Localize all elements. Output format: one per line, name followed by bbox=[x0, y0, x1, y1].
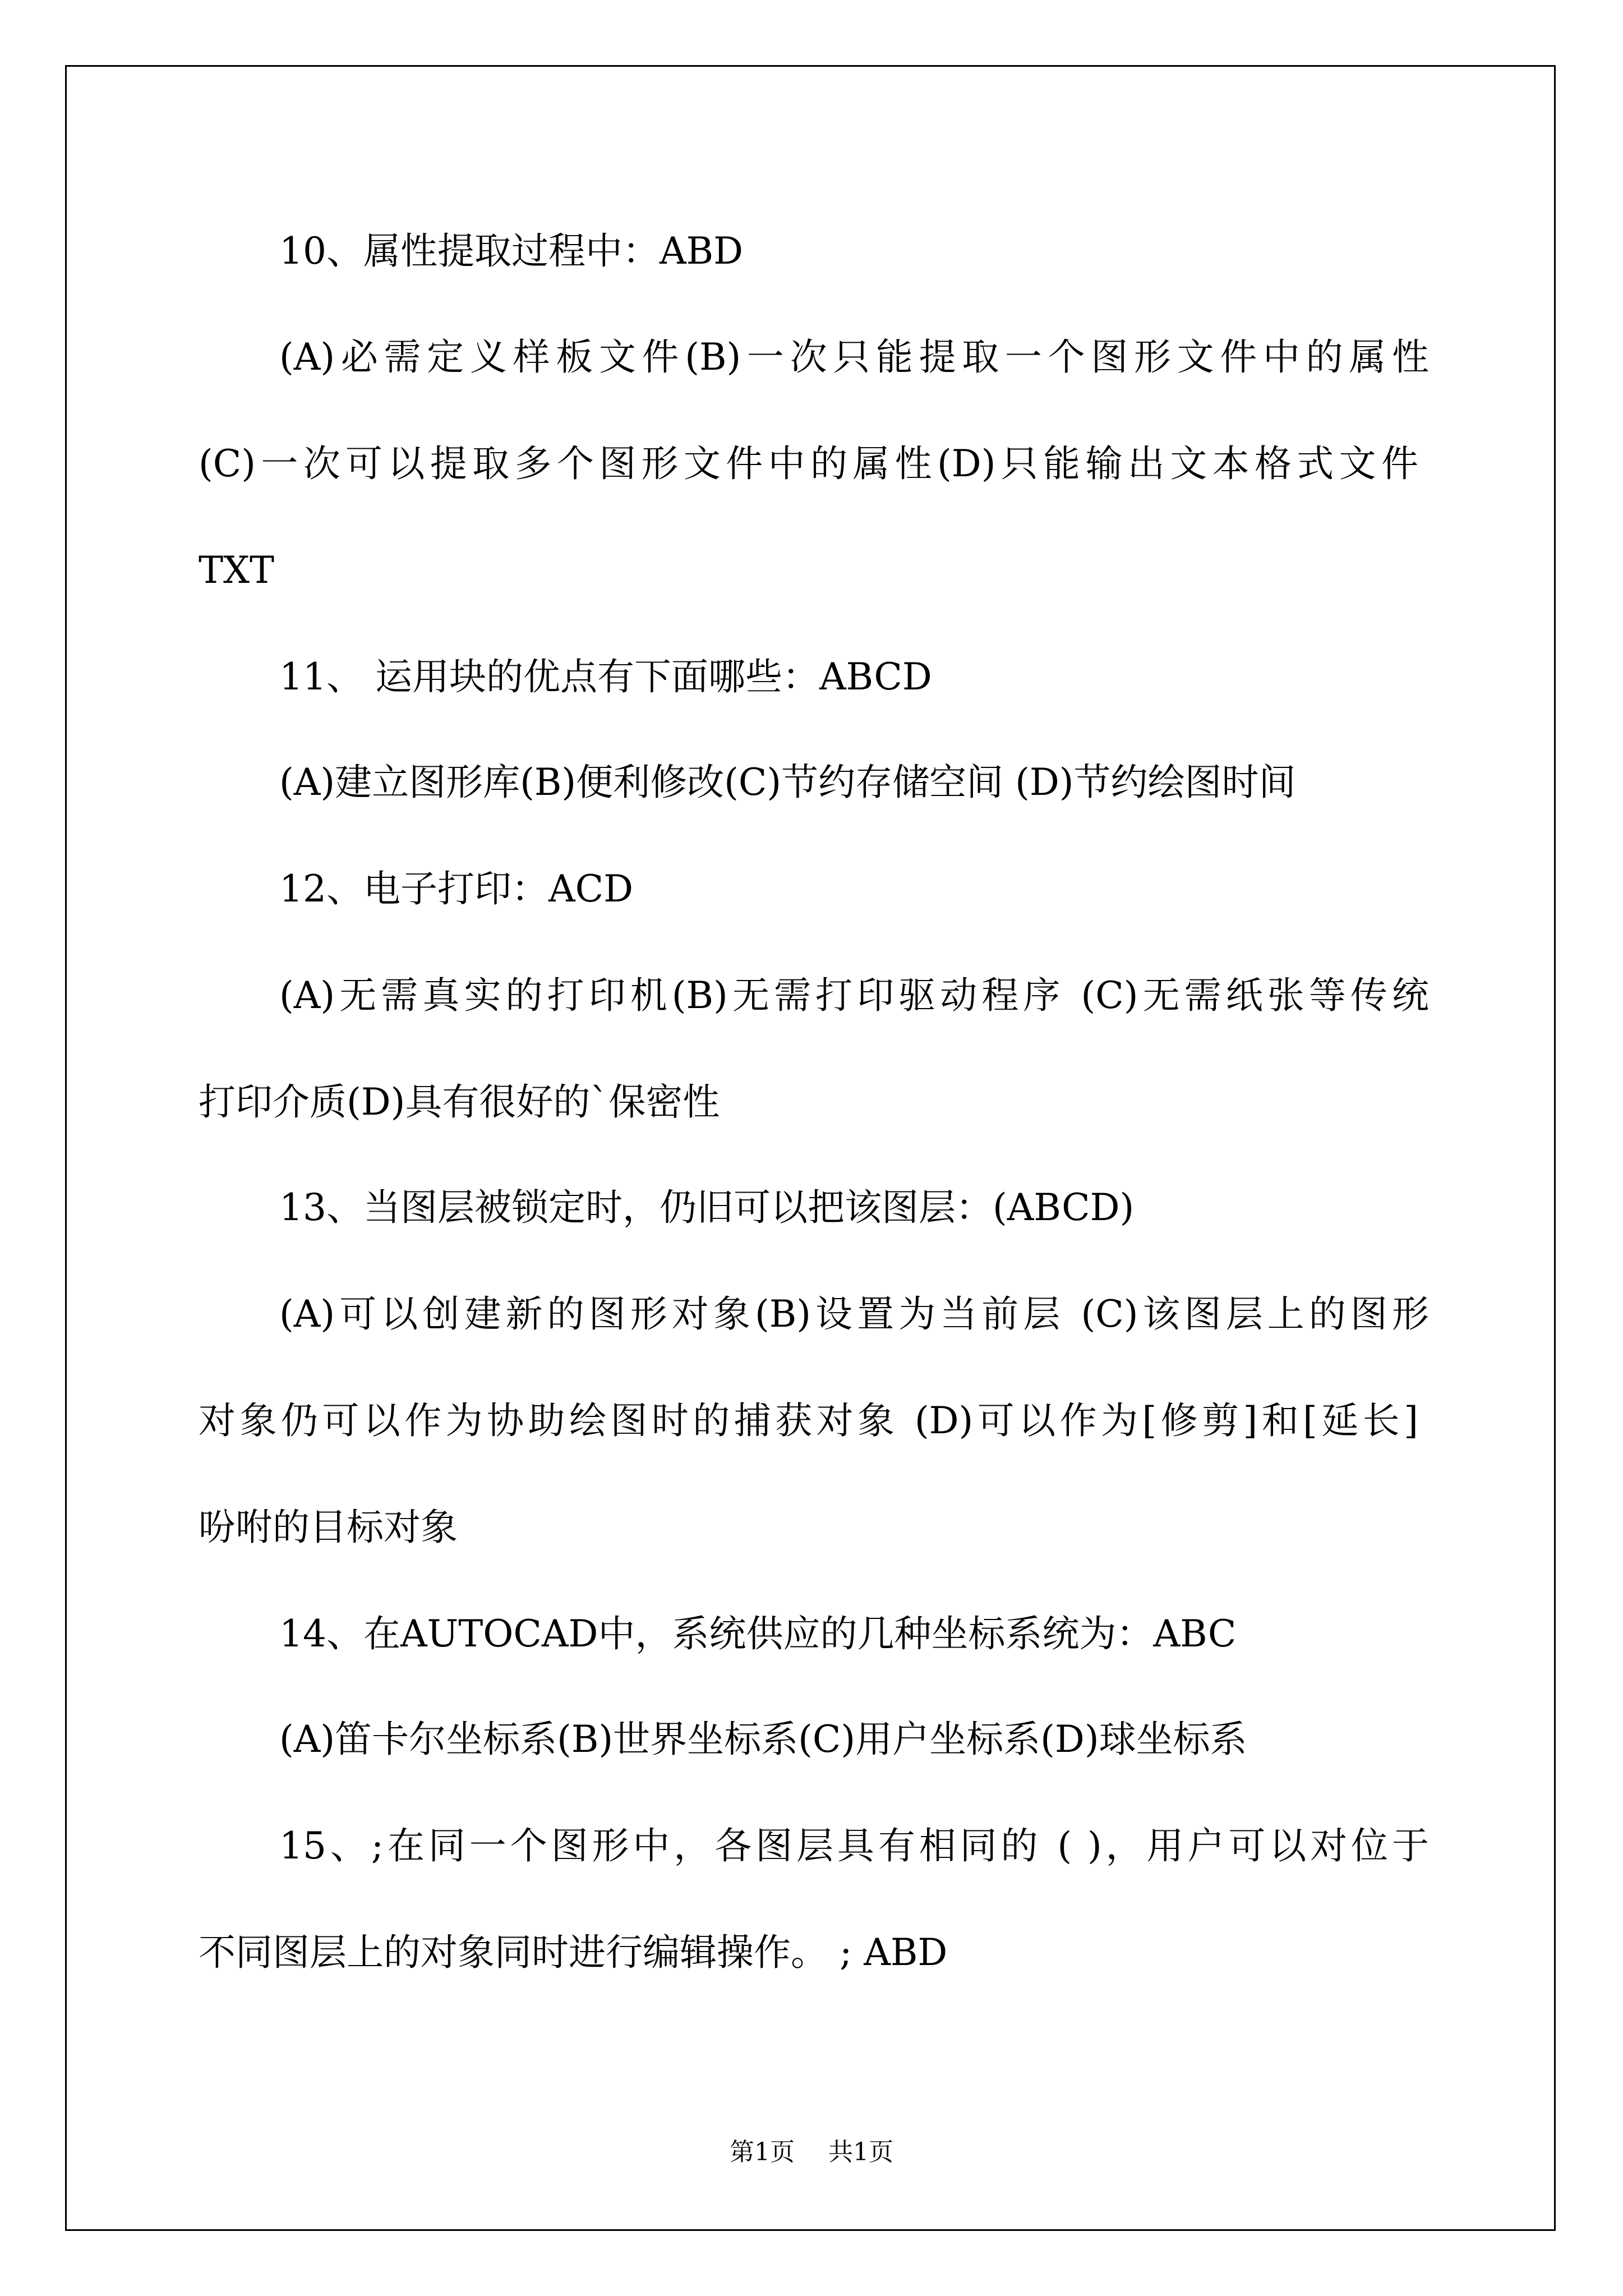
question-15-title-line-1: 15、;在同一个图形中，各图层具有相同的 ( )，用户可以对位于 bbox=[279, 1824, 1429, 1867]
question-10-options-line-1: (A)必需定义样板文件(B)一次只能提取一个图形文件中的属性 bbox=[279, 335, 1429, 379]
question-14-title: 14、在AUTOCAD中，系统供应的几种坐标系统为：ABC bbox=[279, 1612, 1237, 1655]
page-number: 第1页 bbox=[730, 2138, 795, 2166]
question-10-options-line-3: TXT bbox=[199, 549, 275, 592]
page-footer bbox=[0, 2132, 1623, 2168]
question-13-options-line-1: (A)可以创建新的图形对象(B)设置为当前层 (C)该图层上的图形 bbox=[279, 1292, 1429, 1336]
question-10-title: 10、属性提取过程中：ABD bbox=[279, 229, 744, 273]
page-border bbox=[65, 65, 1556, 2231]
question-13-options-line-3: 吩咐的目标对象 bbox=[199, 1506, 458, 1549]
question-13-title: 13、当图层被锁定时，仍旧可以把该图层：(ABCD) bbox=[279, 1186, 1135, 1229]
question-13-options-line-2: 对象仍可以作为协助绘图时的捕获对象 (D)可以作为[修剪]和[延长] bbox=[199, 1399, 1418, 1442]
question-12-title: 12、电子打印：ACD bbox=[279, 867, 634, 910]
question-11-options: (A)建立图形库(B)便利修改(C)节约存储空间 (D)节约绘图时间 bbox=[279, 761, 1296, 804]
question-14-options: (A)笛卡尔坐标系(B)世界坐标系(C)用户坐标系(D)球坐标系 bbox=[279, 1718, 1247, 1761]
question-11-title: 11、 运用块的优点有下面哪些：ABCD bbox=[279, 655, 932, 698]
question-10-options-line-2: (C)一次可以提取多个图形文件中的属性(D)只能输出文本格式文件 bbox=[199, 442, 1418, 485]
question-12-options-line-2: 打印介质(D)具有很好的`保密性 bbox=[199, 1080, 720, 1124]
question-15-title-line-2: 不同图层上的对象同时进行编辑操作。 ; ABD bbox=[199, 1931, 948, 1974]
page-total: 共1页 bbox=[828, 2138, 893, 2166]
question-12-options-line-1: (A)无需真实的打印机(B)无需打印驱动程序 (C)无需纸张等传统 bbox=[279, 974, 1429, 1017]
